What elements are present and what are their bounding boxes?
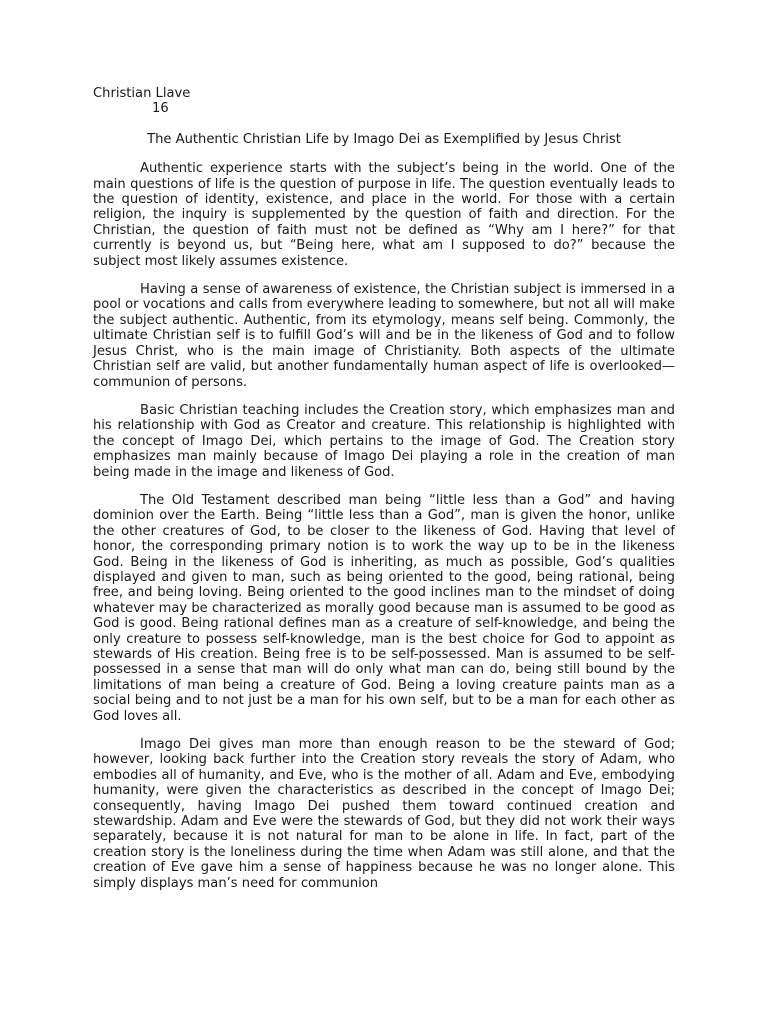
paragraph-3: Basic Christian teaching includes the Creation story, which emphasizes man and his relationship with God as Creator and creature. This relationship is highlighted with the concept of Imago Dei, which pertains to the image of God. The Creation story emphasizes man mainly because of Imago Dei playing a role in the creation of man being made in the image and likeness of God. [93, 402, 675, 480]
document-page [93, 86, 675, 891]
page-number: 16 [152, 101, 169, 117]
document-title: The Authentic Christian Life by Imago Dei as Exemplified by Jesus Christ [147, 131, 621, 147]
author-name: Christian Llave [93, 86, 191, 101]
paragraph-5: Imago Dei gives man more than enough reason to be the steward of God; however, looking back further into the Creation story reveals the story of Adam, who embodies all of humanity, and Eve, who is the mother of all. Adam and Eve, embodying humanity, were given the characteristics as described in the concept of Imago Dei; consequently, having Imago Dei pushed them toward continued creation and stewardship. Adam and Eve were the stewards of God, but they did not work their ways separately, because it is not natural for man to be alone in life. In fact, part of the creation story is the loneliness during the time when Adam was still alone, and that the creation of Eve gave him a sense of happiness because he was no longer alone. This simply displays man’s need for communion [93, 737, 675, 891]
paragraph-1: Authentic experience starts with the subject’s being in the world. One of the main questions of life is the question of purpose in life. The question eventually leads to the question of identity, existence, and place in the world. For those with a certain religion, the inquiry is supplemented by the question of faith and direction. For the Christian, the question of faith must not be defined as “Why am I here?” for that currently is beyond us, but “Being here, what am I supposed to do?” because the subject most likely assumes existence. [93, 161, 675, 269]
paragraph-2: Having a sense of awareness of existence, the Christian subject is immersed in a pool or vocations and calls from everywhere leading to somewhere, but not all will make the subject authentic. Authentic, from its etymology, means self being. Commonly, the ultimate Christian self is to fulfill God’s will and be in the likeness of God and to follow Jesus Christ, who is the main image of Christianity. Both aspects of the ultimate Christian self are valid, but another fundamentally human aspect of life is overlooked—communion of persons. [93, 282, 675, 390]
paragraph-4: The Old Testament described man being “little less than a God” and having dominion over the Earth. Being “little less than a God”, man is given the honor, unlike the other creatures of God, to be closer to the likeness of God. Having that level of honor, the corresponding primary notion is to work the way up to be in the likeness God. Being in the likeness of God is inheriting, as much as possible, God’s qualities displayed and given to man, such as being oriented to the good, being rational, being free, and being loving. Being oriented to the good inclines man to the mindset of doing whatever may be characterized as morally good because man is assumed to be good as God is good. Being rational defines man as a creature of self-knowledge, and being the only creature to possess self-knowledge, man is the best choice for God to appoint as stewards of His creation. Being free is to be self-possessed. Man is assumed to be self-possessed in a sense that man will do only what man can do, being still bound by the limitations of man being a creature of God. Being a loving creature paints man as a social being and to not just be a man for his own self, but to be a man for each other as God loves all. [93, 492, 675, 724]
